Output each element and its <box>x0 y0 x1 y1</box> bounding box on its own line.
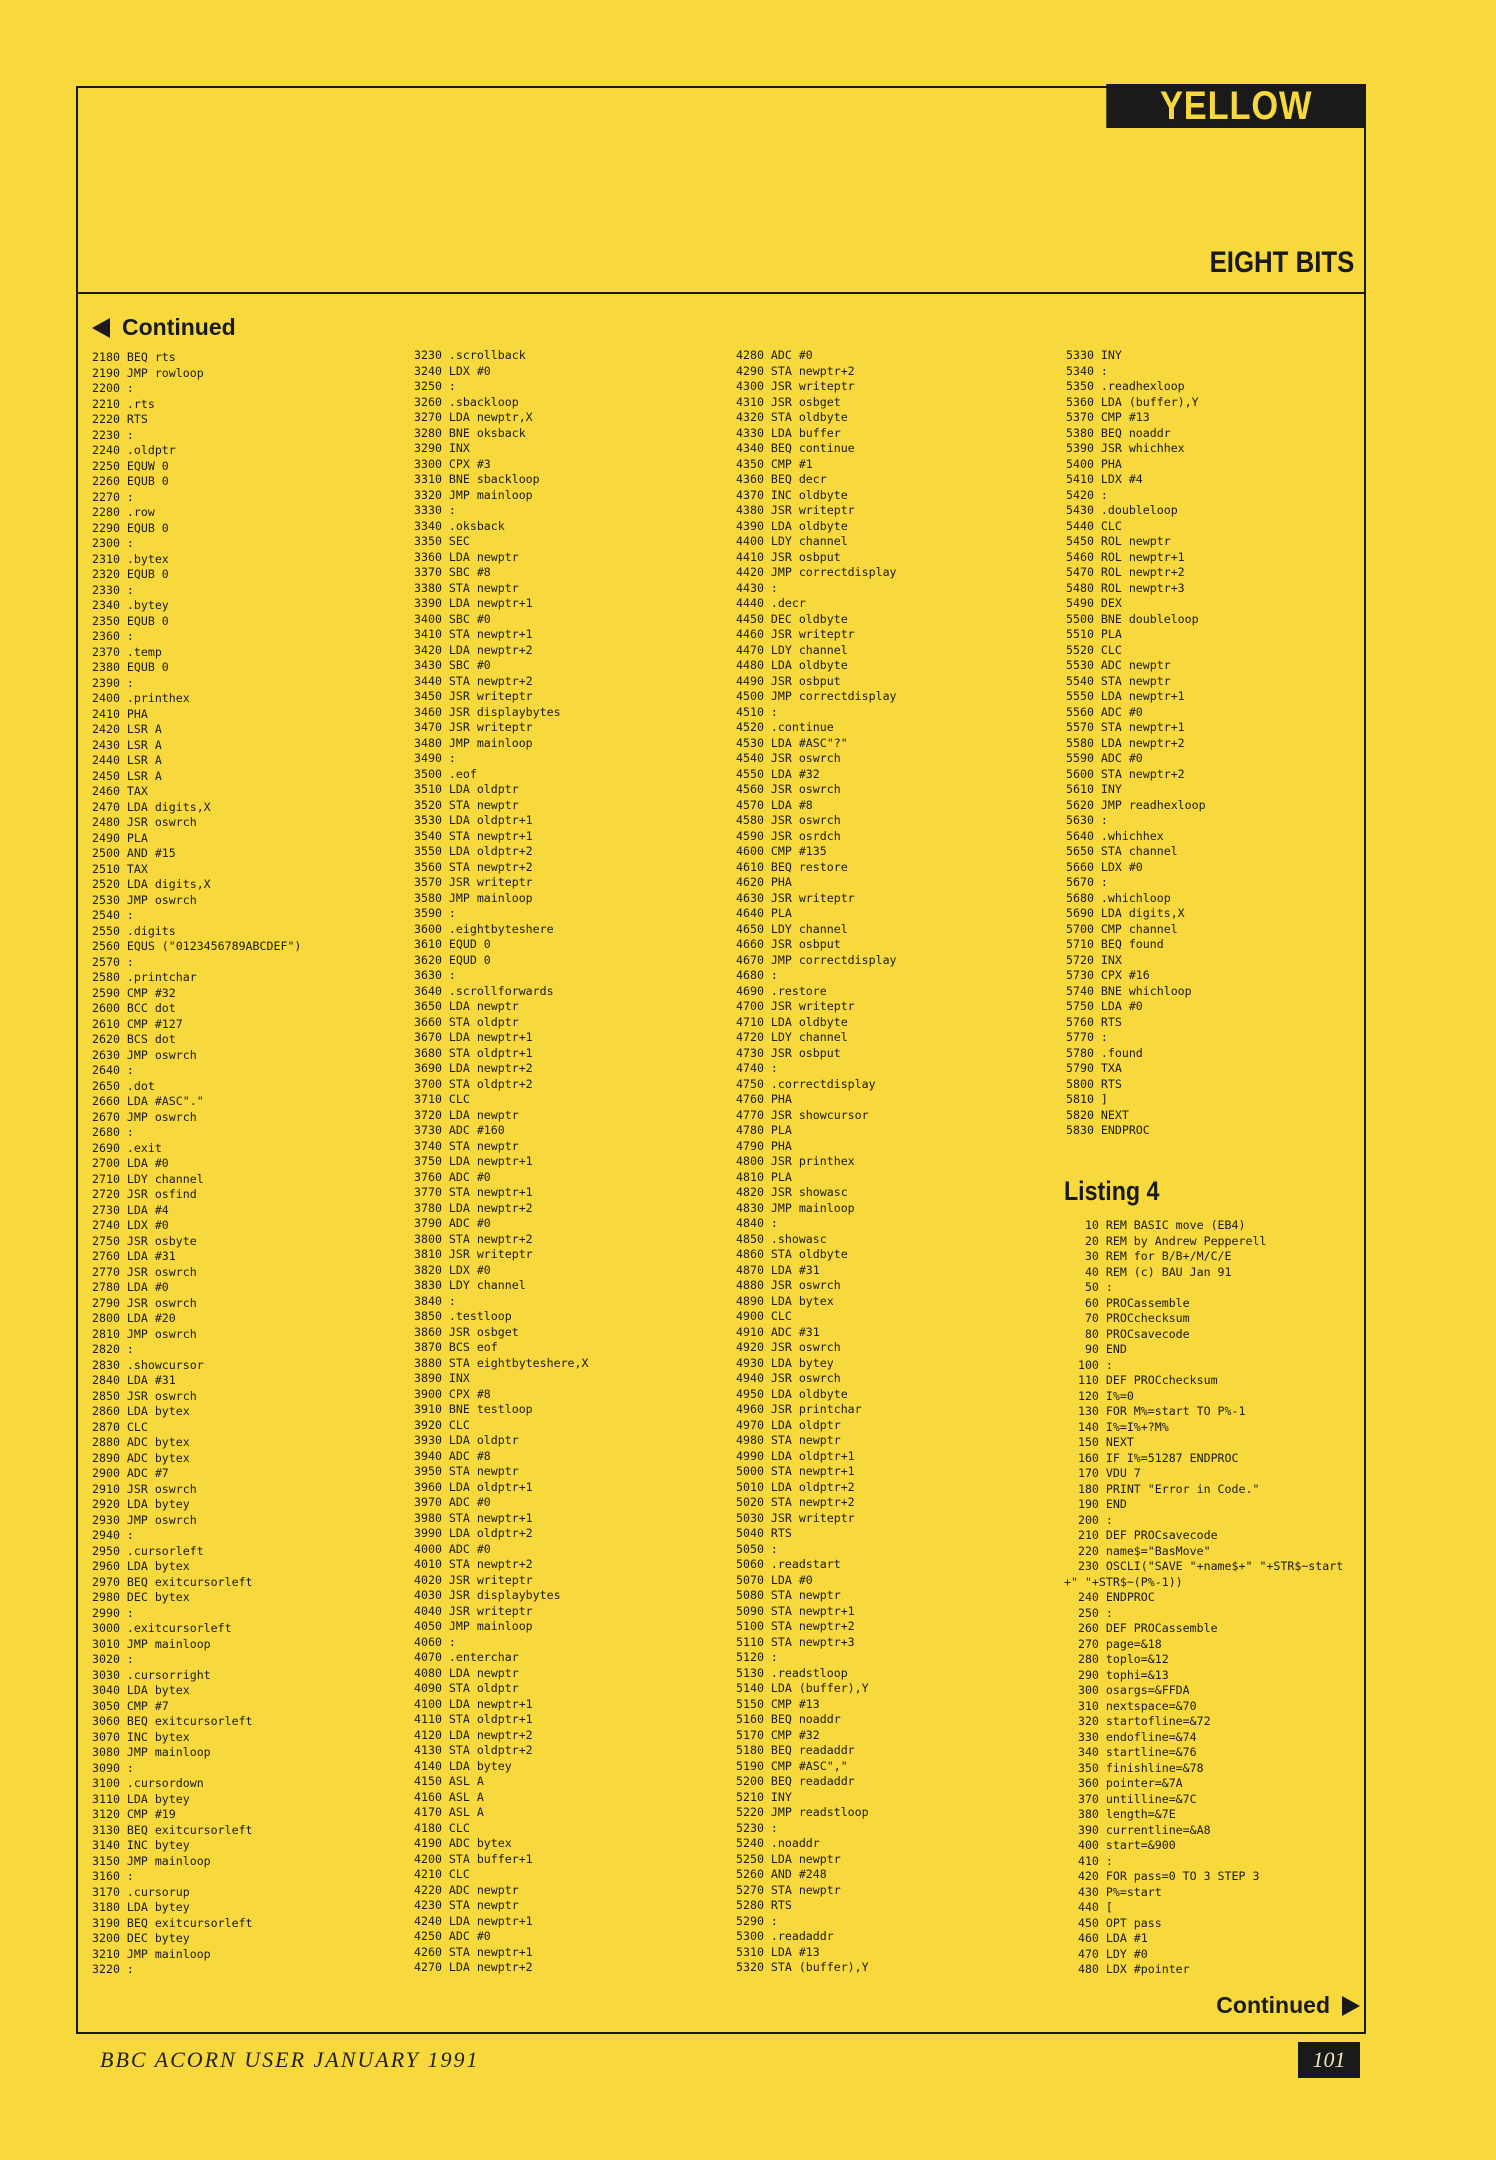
listing-4-code: 10 REM BASIC move (EB4) 20 REM by Andrew Pepperell 30 REM for B/B+/M/C/E 40 REM (c) BAU Jan 91 50 : 60 PROCassemble 70 PROCchecksum 80 PROCsavecode 90 END 100 : 110 DEF PROCchecksum 120 I%=0 130 FOR M%=start TO P%-1 140 I%=I%+?M% 150 NEXT 160 IF I%=51287 ENDPROC 170 VDU 7 180 PRINT "Error in Code." 190 END 200 : 210 DEF PROCsavecode 220 name$="BasMove" 230 OSCLI("SAVE "+name$+" "+STR$~start +" "+STR$~(P%-1)) 240 ENDPROC 250 : 260 DEF PROCassemble 270 page=&18 280 toplo=&12 290 tophi=&13 300 osargs=&FFDA 310 nextspace=&70 320 startofline=&72 330 endofline=&74 340 startline=&76 350 finishline=&78 360 pointer=&7A 370 untilline=&7C 380 length=&7E 390 currentline=&A8 400 start=&900 410 : 420 FOR pass=0 TO 3 STEP 3 430 P%=start 440 [ 450 OPT pass 460 LDA #1 470 LDY #0 480 LDX #pointer <box>1064 1218 1344 1976</box>
continued-next <box>1216 1992 1360 2019</box>
listing-column-2: 3230 .scrollback 3240 LDX #0 3250 : 3260 .sbackloop 3270 LDA newptr,X 3280 BNE oksback 3290 INX 3300 CPX #3 3310 BNE sbackloop 3320 JMP mainloop 3330 : 3340 .oksback 3350 SEC 3360 LDA newptr 3370 SBC #8 3380 STA newptr 3390 LDA newptr+1 3400 SBC #0 3410 STA newptr+1 3420 LDA newptr+2 3430 SBC #0 3440 STA newptr+2 3450 JSR writeptr 3460 JSR displaybytes 3470 JSR writeptr 3480 JMP mainloop 3490 : 3500 .eof 3510 LDA oldptr 3520 STA newptr 3530 LDA oldptr+1 3540 STA newptr+1 3550 LDA oldptr+2 3560 STA newptr+2 3570 JSR writeptr 3580 JMP mainloop 3590 : 3600 .eightbyteshere 3610 EQUD 0 3620 EQUD 0 3630 : 3640 .scrollforwards 3650 LDA newptr 3660 STA oldptr 3670 LDA newptr+1 3680 STA oldptr+1 3690 LDA newptr+2 3700 STA oldptr+2 3710 CLC 3720 LDA newptr 3730 ADC #160 3740 STA newptr 3750 LDA newptr+1 3760 ADC #0 3770 STA newptr+1 3780 LDA newptr+2 3790 ADC #0 3800 STA newptr+2 3810 JSR writeptr 3820 LDX #0 3830 LDY channel 3840 : 3850 .testloop 3860 JSR osbget 3870 BCS eof 3880 STA eightbyteshere,X 3890 INX 3900 CPX #8 3910 BNE testloop 3920 CLC 3930 LDA oldptr 3940 ADC #8 3950 STA newptr 3960 LDA oldptr+1 3970 ADC #0 3980 STA newptr+1 3990 LDA oldptr+2 4000 ADC #0 4010 STA newptr+2 4020 JSR writeptr 4030 JSR displaybytes 4040 JSR writeptr 4050 JMP mainloop 4060 : 4070 .enterchar 4080 LDA newptr 4090 STA oldptr 4100 LDA newptr+1 4110 STA oldptr+1 4120 LDA newptr+2 4130 STA oldptr+2 4140 LDA bytey 4150 ASL A 4160 ASL A 4170 ASL A 4180 CLC 4190 ADC bytex 4200 STA buffer+1 4210 CLC 4220 ADC newptr 4230 STA newptr 4240 LDA newptr+1 4250 ADC #0 4260 STA newptr+1 4270 LDA newptr+2 <box>414 348 589 1974</box>
continued-label: Continued <box>122 314 236 340</box>
magazine-footer: BBC ACORN USER JANUARY 1991 <box>100 2047 480 2072</box>
continued-from-previous <box>92 314 236 341</box>
page-number: 101 <box>1298 2042 1360 2078</box>
yellow-pages-banner: YELLOW PAGES <box>1106 84 1366 128</box>
listing-column-3: 4280 ADC #0 4290 STA newptr+2 4300 JSR writeptr 4310 JSR osbget 4320 STA oldbyte 4330 LDA buffer 4340 BEQ continue 4350 CMP #1 4360 BEQ decr 4370 INC oldbyte 4380 JSR writeptr 4390 LDA oldbyte 4400 LDY channel 4410 JSR osbput 4420 JMP correctdisplay 4430 : 4440 .decr 4450 DEC oldbyte 4460 JSR writeptr 4470 LDY channel 4480 LDA oldbyte 4490 JSR osbput 4500 JMP correctdisplay 4510 : 4520 .continue 4530 LDA #ASC"?" 4540 JSR oswrch 4550 LDA #32 4560 JSR oswrch 4570 LDA #8 4580 JSR oswrch 4590 JSR osrdch 4600 CMP #135 4610 BEQ restore 4620 PHA 4630 JSR writeptr 4640 PLA 4650 LDY channel 4660 JSR osbput 4670 JMP correctdisplay 4680 : 4690 .restore 4700 JSR writeptr 4710 LDA oldbyte 4720 LDY channel 4730 JSR osbput 4740 : 4750 .correctdisplay 4760 PHA 4770 JSR showcursor 4780 PLA 4790 PHA 4800 JSR printhex 4810 PLA 4820 JSR showasc 4830 JMP mainloop 4840 : 4850 .showasc 4860 STA oldbyte 4870 LDA #31 4880 JSR oswrch 4890 LDA bytex 4900 CLC 4910 ADC #31 4920 JSR oswrch 4930 LDA bytey 4940 JSR oswrch 4950 LDA oldbyte 4960 JSR printchar 4970 LDA oldptr 4980 STA newptr 4990 LDA oldptr+1 5000 STA newptr+1 5010 LDA oldptr+2 5020 STA newptr+2 5030 JSR writeptr 5040 RTS 5050 : 5060 .readstart 5070 LDA #0 5080 STA newptr 5090 STA newptr+1 5100 STA newptr+2 5110 STA newptr+3 5120 : 5130 .readstloop 5140 LDA (buffer),Y 5150 CMP #13 5160 BEQ noaddr 5170 CMP #32 5180 BEQ readaddr 5190 CMP #ASC"," 5200 BEQ readaddr 5210 INY 5220 JMP readstloop 5230 : 5240 .noaddr 5250 LDA newptr 5260 AND #248 5270 STA newptr 5280 RTS 5290 : 5300 .readaddr 5310 LDA #13 5320 STA (buffer),Y <box>736 348 897 1974</box>
continued-label: Continued <box>1216 1992 1330 2018</box>
header-divider <box>76 292 1366 294</box>
arrow-left-icon <box>92 318 110 338</box>
listing-column-1: 2180 BEQ rts 2190 JMP rowloop 2200 : 2210 .rts 2220 RTS 2230 : 2240 .oldptr 2250 EQUW 0 2260 EQUB 0 2270 : 2280 .row 2290 EQUB 0 2300 : 2310 .bytex 2320 EQUB 0 2330 : 2340 .bytey 2350 EQUB 0 2360 : 2370 .temp 2380 EQUB 0 2390 : 2400 .printhex 2410 PHA 2420 LSR A 2430 LSR A 2440 LSR A 2450 LSR A 2460 TAX 2470 LDA digits,X 2480 JSR oswrch 2490 PLA 2500 AND #15 2510 TAX 2520 LDA digits,X 2530 JMP oswrch 2540 : 2550 .digits 2560 EQUS ("0123456789ABCDEF") 2570 : 2580 .printchar 2590 CMP #32 2600 BCC dot 2610 CMP #127 2620 BCS dot 2630 JMP oswrch 2640 : 2650 .dot 2660 LDA #ASC"." 2670 JMP oswrch 2680 : 2690 .exit 2700 LDA #0 2710 LDY channel 2720 JSR osfind 2730 LDA #4 2740 LDX #0 2750 JSR osbyte 2760 LDA #31 2770 JSR oswrch 2780 LDA #0 2790 JSR oswrch 2800 LDA #20 2810 JMP oswrch 2820 : 2830 .showcursor 2840 LDA #31 2850 JSR oswrch 2860 LDA bytex 2870 CLC 2880 ADC bytex 2890 ADC bytex 2900 ADC #7 2910 JSR oswrch 2920 LDA bytey 2930 JMP oswrch 2940 : 2950 .cursorleft 2960 LDA bytex 2970 BEQ exitcursorleft 2980 DEC bytex 2990 : 3000 .exitcursorleft 3010 JMP mainloop 3020 : 3030 .cursorright 3040 LDA bytex 3050 CMP #7 3060 BEQ exitcursorleft 3070 INC bytex 3080 JMP mainloop 3090 : 3100 .cursordown 3110 LDA bytey 3120 CMP #19 3130 BEQ exitcursorleft 3140 INC bytey 3150 JMP mainloop 3160 : 3170 .cursorup 3180 LDA bytey 3190 BEQ exitcursorleft 3200 DEC bytey 3210 JMP mainloop 3220 : <box>92 350 302 1976</box>
section-title: EIGHT BITS <box>1209 246 1354 279</box>
listing-4-heading: Listing 4 <box>1064 1176 1160 1206</box>
listing-column-4: 5330 INY 5340 : 5350 .readhexloop 5360 LDA (buffer),Y 5370 CMP #13 5380 BEQ noaddr 5390 JSR whichhex 5400 PHA 5410 LDX #4 5420 : 5430 .doubleloop 5440 CLC 5450 ROL newptr 5460 ROL newptr+1 5470 ROL newptr+2 5480 ROL newptr+3 5490 DEX 5500 BNE doubleloop 5510 PLA 5520 CLC 5530 ADC newptr 5540 STA newptr 5550 LDA newptr+1 5560 ADC #0 5570 STA newptr+1 5580 LDA newptr+2 5590 ADC #0 5600 STA newptr+2 5610 INY 5620 JMP readhexloop 5630 : 5640 .whichhex 5650 STA channel 5660 LDX #0 5670 : 5680 .whichloop 5690 LDA digits,X 5700 CMP channel 5710 BEQ found 5720 INX 5730 CPX #16 5740 BNE whichloop 5750 LDA #0 5760 RTS 5770 : 5780 .found 5790 TXA 5800 RTS 5810 ] 5820 NEXT 5830 ENDPROC <box>1066 348 1206 1137</box>
arrow-right-icon <box>1342 1996 1360 2016</box>
